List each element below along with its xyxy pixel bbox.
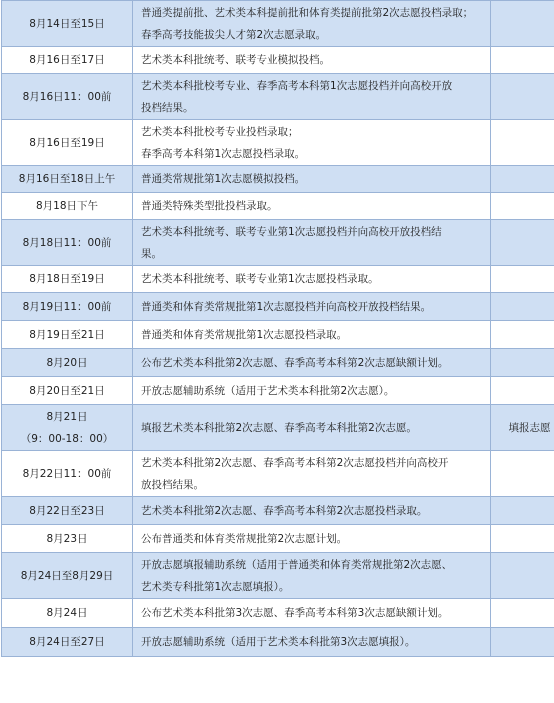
event-line: 普通类和体育类常规批第1次志愿投档录取。 (141, 328, 348, 341)
date-cell (2, 120, 133, 166)
table-row (2, 405, 554, 451)
date-line: 8月24日 (46, 607, 88, 619)
note-cell (491, 166, 554, 193)
table-row (2, 628, 554, 657)
date-cell (2, 321, 133, 349)
note-cell (491, 599, 554, 628)
event-line: 普通类提前批、艺术类本科提前批和体育类提前批第2次志愿投档录取； (141, 6, 474, 19)
table-row (2, 553, 554, 599)
note-cell (491, 349, 554, 377)
event-cell (133, 599, 491, 628)
event-cell (133, 166, 491, 193)
event-cell (133, 47, 491, 74)
date-cell (2, 47, 133, 74)
event-line: 艺术类本科批校考专业投档录取； (141, 125, 299, 138)
note-cell (491, 321, 554, 349)
note-cell (491, 1, 554, 47)
event-line: 艺术类本科批统考、联考专业第1次志愿投档录取。 (141, 273, 379, 285)
date-line: （9：00-18：00） (20, 432, 114, 445)
note-cell (491, 553, 554, 599)
note-cell (491, 377, 554, 405)
event-line: 艺术类专科批第1次志愿填报）。 (141, 580, 290, 593)
event-line: 春季高考技能拔尖人才第2次志愿录取。 (141, 28, 327, 41)
table-row (2, 74, 554, 120)
date-line: 8月18日至19日 (29, 273, 105, 285)
note-cell (491, 497, 554, 525)
table-row (2, 220, 554, 266)
date-line: 8月19日11：00前 (22, 300, 112, 313)
date-line: 8月18日11：00前 (22, 236, 112, 249)
schedule-table-body (2, 1, 554, 657)
note-cell (491, 47, 554, 74)
table-row (2, 497, 554, 525)
date-cell (2, 74, 133, 120)
date-cell (2, 193, 133, 220)
date-line: 8月20日至21日 (29, 384, 105, 397)
date-line: 8月16日至17日 (29, 54, 105, 66)
event-cell (133, 321, 491, 349)
table-row (2, 525, 554, 553)
date-line: 8月20日 (46, 356, 88, 369)
date-line: 8月14日至15日 (29, 17, 105, 30)
date-cell (2, 166, 133, 193)
date-cell (2, 1, 133, 47)
date-line: 8月16日至19日 (29, 136, 105, 149)
date-line: 8月23日 (46, 532, 88, 545)
table-row (2, 451, 554, 497)
event-cell (133, 120, 491, 166)
date-line: 8月22日11：00前 (22, 467, 112, 480)
note-cell (491, 74, 554, 120)
note-cell (491, 293, 554, 321)
date-line: 8月19日至21日 (29, 328, 105, 341)
table-row (2, 349, 554, 377)
date-line: 8月16日11：00前 (22, 90, 112, 103)
event-cell (133, 1, 491, 47)
table-row (2, 293, 554, 321)
event-line: 放投档结果。 (141, 478, 204, 491)
date-line: 8月16日至18日上午 (18, 173, 116, 185)
event-line: 开放志愿辅助系统（适用于艺术类本科批第2次志愿）。 (141, 384, 395, 397)
event-cell (133, 293, 491, 321)
event-line: 艺术类本科批校考专业、春季高考本科第1次志愿投档并向高校开放 (141, 79, 453, 92)
date-line: 8月21日 (46, 410, 88, 423)
table-row (2, 166, 554, 193)
date-cell (2, 220, 133, 266)
date-cell (2, 497, 133, 525)
event-cell (133, 377, 491, 405)
note-cell (491, 120, 554, 166)
event-cell (133, 525, 491, 553)
date-cell (2, 599, 133, 628)
note-cell (491, 220, 554, 266)
schedule-table (1, 0, 554, 657)
date-line: 8月24日至8月29日 (20, 569, 114, 582)
date-cell (2, 349, 133, 377)
event-line: 普通类特殊类型批投档录取。 (141, 200, 278, 212)
event-cell (133, 497, 491, 525)
date-cell (2, 553, 133, 599)
event-cell (133, 193, 491, 220)
table-row (2, 1, 554, 47)
event-line: 开放志愿辅助系统（适用于艺术类本科批第3次志愿填报）。 (141, 636, 416, 648)
event-line: 公布艺术类本科批第2次志愿、春季高考本科第2次志愿缺额计划。 (141, 356, 449, 369)
event-cell (133, 553, 491, 599)
event-line: 艺术类本科批统考、联考专业模拟投档。 (141, 54, 330, 66)
event-cell (133, 451, 491, 497)
table-row (2, 120, 554, 166)
table-row (2, 266, 554, 293)
event-cell (133, 74, 491, 120)
date-cell (2, 525, 133, 553)
date-cell (2, 405, 133, 451)
event-line: 艺术类本科批第2次志愿、春季高考本科第2次志愿投档录取。 (141, 504, 428, 517)
event-line: 艺术类本科批第2次志愿、春季高考本科第2次志愿投档并向高校开 (141, 456, 449, 469)
event-line: 填报艺术类本科批第2次志愿、春季高考本科批第2次志愿。 (141, 421, 417, 434)
event-line: 春季高考本科第1次志愿投档录取。 (141, 147, 306, 160)
note-cell (491, 451, 554, 497)
event-cell (133, 405, 491, 451)
event-cell (133, 349, 491, 377)
date-line: 8月18日下午 (35, 200, 99, 212)
date-line: 8月22日至23日 (29, 504, 105, 517)
note-cell: 填报志愿 (491, 405, 554, 451)
table-row (2, 193, 554, 220)
note-cell (491, 525, 554, 553)
event-line: 公布普通类和体育类常规批第2次志愿计划。 (141, 532, 348, 545)
event-cell (133, 628, 491, 657)
date-line: 8月24日至27日 (29, 636, 105, 648)
event-cell (133, 220, 491, 266)
table-row (2, 321, 554, 349)
date-cell (2, 451, 133, 497)
event-line: 普通类和体育类常规批第1次志愿投档并向高校开放投档结果。 (141, 300, 432, 313)
date-cell (2, 628, 133, 657)
date-cell (2, 293, 133, 321)
event-line: 投档结果。 (141, 101, 194, 114)
date-cell (2, 266, 133, 293)
event-line: 艺术类本科批统考、联考专业第1次志愿投档并向高校开放投档结 (141, 225, 442, 238)
event-cell (133, 266, 491, 293)
event-line: 开放志愿填报辅助系统（适用于普通类和体育类常规批第2次志愿、 (141, 558, 453, 571)
table-row (2, 599, 554, 628)
event-line: 果。 (141, 247, 162, 260)
note-cell (491, 193, 554, 220)
note-cell (491, 266, 554, 293)
date-cell (2, 377, 133, 405)
table-row (2, 47, 554, 74)
note-cell (491, 628, 554, 657)
table-row (2, 377, 554, 405)
event-line: 普通类常规批第1次志愿模拟投档。 (141, 173, 306, 185)
event-line: 公布艺术类本科批第3次志愿、春季高考本科第3次志愿缺额计划。 (141, 607, 449, 619)
